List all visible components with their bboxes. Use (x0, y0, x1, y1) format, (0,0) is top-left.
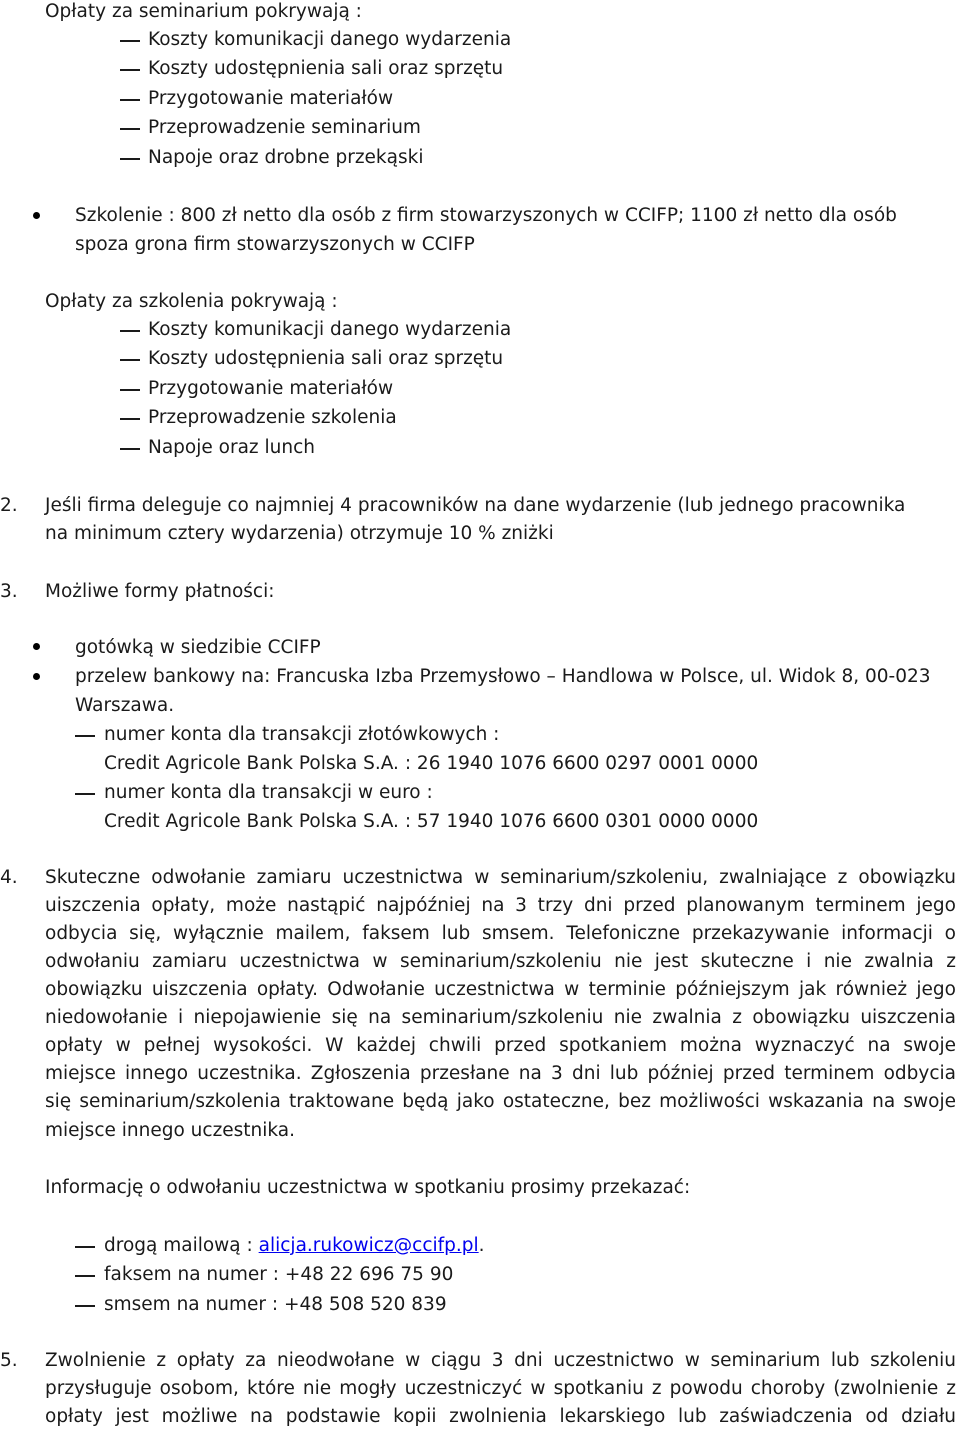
seminar-fees-heading: Opłaty za seminarium pokrywają : (45, 1, 362, 22)
point-number: 2. (0, 495, 18, 516)
list-item: Koszty komunikacji danego wydarzenia (148, 29, 512, 50)
exemption-text: opłaty jest możliwe na podstawie kopii zwolnienia lekarskiego lub zaświadczenia od działu (45, 1406, 956, 1427)
cancellation-text: Skuteczne odwołanie zamiaru uczestnictwa w seminarium/szkoleniu, zwalniające z obowiązku (45, 867, 956, 888)
list-item: Napoje oraz lunch (148, 437, 315, 458)
cancellation-text: obowiązku uiszczenia opłaty. Odwołanie uczestnictwa w terminie późniejszym jak również jego (45, 979, 956, 1000)
eur-account-label: numer konta dla transakcji w euro : (104, 782, 433, 803)
training-fees-heading: Opłaty za szkolenia pokrywają : (45, 291, 338, 312)
payment-transfer: przelew bankowy na: Francuska Izba Przemysłowo – Handlowa w Polsce, ul. Widok 8, 00-023 (75, 666, 931, 687)
list-item: Przygotowanie materiałów (148, 378, 394, 399)
dash-icon (120, 418, 140, 420)
dash-icon (120, 359, 140, 361)
dash-icon (120, 99, 140, 101)
pln-account-number: Credit Agricole Bank Polska S.A. : 26 1940 1076 6600 0297 0001 0000 (104, 753, 759, 774)
dash-icon (120, 158, 140, 160)
dash-icon (75, 1246, 95, 1248)
contact-sms: smsem na numer : +48 508 520 839 (104, 1294, 447, 1315)
cancellation-text: się seminarium/szkolenia traktowane będą jako ostateczne, bez możliwości wskazania na swoje (45, 1091, 956, 1112)
dash-icon (75, 1305, 95, 1307)
cancellation-text: uiszczenia opłaty, może nastąpić najpóźniej na 3 trzy dni przed planowanym terminem jego (45, 895, 956, 916)
payment-transfer: Warszawa. (75, 695, 175, 716)
list-item: Przeprowadzenie szkolenia (148, 407, 397, 428)
list-item: Przeprowadzenie seminarium (148, 117, 421, 138)
bullet-icon (33, 643, 40, 650)
bullet-icon (33, 212, 40, 219)
dash-icon (120, 448, 140, 450)
dash-icon (120, 40, 140, 42)
list-item: Koszty udostępnienia sali oraz sprzętu (148, 348, 504, 369)
contact-email-line (104, 1234, 485, 1258)
point-number: 5. (0, 1350, 18, 1371)
dash-icon (120, 69, 140, 71)
contact-email-suffix: . (478, 1235, 485, 1256)
payment-cash: gotówką w siedzibie CCIFP (75, 637, 321, 658)
payment-forms-heading: Możliwe formy płatności: (45, 581, 275, 602)
dash-icon (75, 793, 95, 795)
dash-icon (120, 128, 140, 130)
bullet-icon (33, 673, 40, 680)
point-number: 4. (0, 867, 18, 888)
contact-intro: Informację o odwołaniu uczestnictwa w spotkaniu prosimy przekazać: (45, 1177, 691, 1198)
cancellation-text: niedowołanie i niepojawienie się na seminarium/szkoleniu nie zwalnia z obowiązku uiszczenia (45, 1007, 956, 1028)
list-item: Koszty komunikacji danego wydarzenia (148, 319, 512, 340)
cancellation-text: miejsce innego uczestnika. Zgłoszenia przesłane na 3 dni lub później przed terminem odbycia (45, 1063, 956, 1084)
point-number: 3. (0, 581, 18, 602)
pln-account-label: numer konta dla transakcji złotówkowych : (104, 724, 500, 745)
exemption-text: przysługuje osobom, które nie mogły uczestniczyć w spotkaniu z powodu choroby (zwolnienie z (45, 1378, 956, 1399)
list-item: Przygotowanie materiałów (148, 88, 394, 109)
dash-icon (120, 389, 140, 391)
list-item: Koszty udostępnienia sali oraz sprzętu (148, 58, 504, 79)
contact-email-label: drogą mailową : (104, 1235, 259, 1256)
cancellation-text: opłaty w pełnej wysokości. W każdej chwili przed spotkaniem można wyznaczyć na swoje (45, 1035, 956, 1056)
email-link[interactable]: alicja.rukowicz@ccifp.pl (258, 1235, 479, 1256)
cancellation-text: odwołaniu zamiaru uczestnictwa w seminarium/szkoleniu nie jest skuteczne i nie zwalnia z (45, 951, 956, 972)
cancellation-text: odbycia się, wyłącznie mailem, faksem lub smsem. Telefoniczne przekazywanie informacji o (45, 923, 956, 944)
dash-icon (120, 330, 140, 332)
contact-fax: faksem na numer : +48 22 696 75 90 (104, 1264, 454, 1285)
dash-icon (75, 1275, 95, 1277)
eur-account-number: Credit Agricole Bank Polska S.A. : 57 1940 1076 6600 0301 0000 0000 (104, 811, 759, 832)
training-price-line: Szkolenie : 800 zł netto dla osób z firm stowarzyszonych w CCIFP; 1100 zł netto dla osób (75, 205, 897, 226)
discount-text: na minimum cztery wydarzenia) otrzymuje 10 % zniżki (45, 523, 554, 544)
dash-icon (75, 735, 95, 737)
cancellation-text: miejsce innego uczestnika. (45, 1120, 296, 1141)
list-item: Napoje oraz drobne przekąski (148, 147, 424, 168)
exemption-text: Zwolnienie z opłaty za nieodwołane w ciągu 3 dni uczestnictwo w seminarium lub szkoleniu (45, 1350, 956, 1371)
discount-text: Jeśli firma deleguje co najmniej 4 pracowników na dane wydarzenie (lub jednego pracownika (45, 495, 906, 516)
training-price-line: spoza grona firm stowarzyszonych w CCIFP (75, 234, 475, 255)
